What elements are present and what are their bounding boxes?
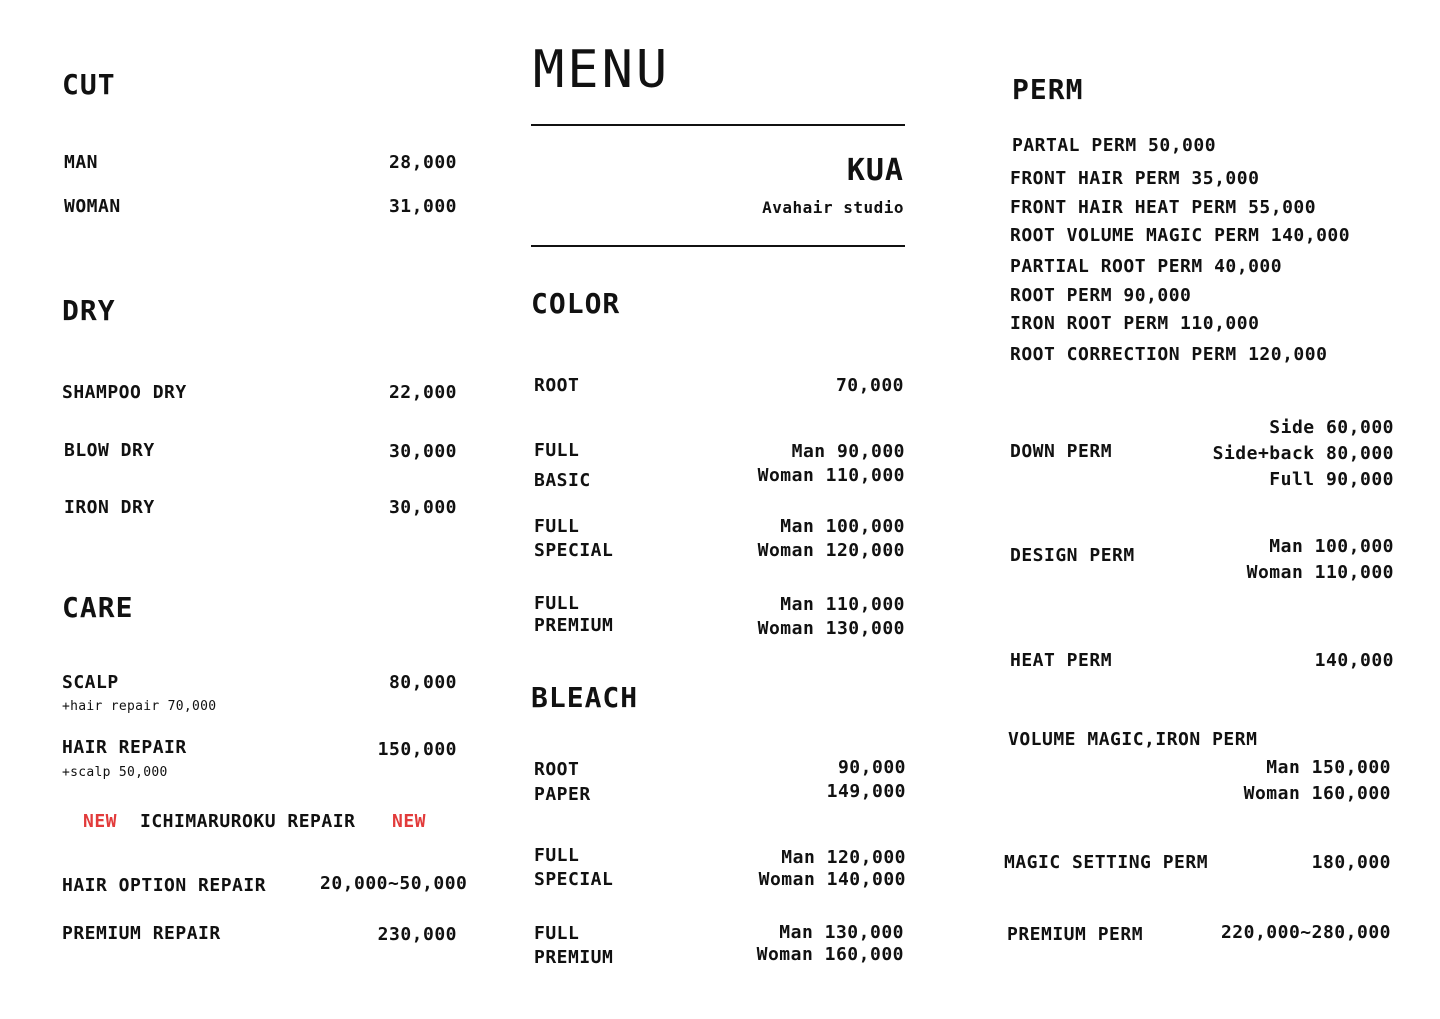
color-full-special-price: Man 100,000 Woman 120,000 xyxy=(757,516,905,561)
premium-perm-price: 220,000~280,000 xyxy=(1220,922,1391,943)
bleach-full-special-label: FULL SPECIAL xyxy=(534,845,614,890)
bleach-heading: BLEACH xyxy=(531,681,639,714)
color-full-premium-label: FULL PREMIUM xyxy=(534,593,614,636)
shampoo-dry-label: SHAMPOO DRY xyxy=(62,382,187,403)
new-badge-right: NEW xyxy=(392,811,427,832)
cut-woman-price: 31,000 xyxy=(388,196,457,217)
bleach-full-premium-price: Man 130,000 Woman 160,000 xyxy=(756,922,904,965)
design-perm-label: DESIGN PERM xyxy=(1010,545,1135,566)
perm-list-item: PARTIAL ROOT PERM 40,000 xyxy=(1010,256,1283,277)
color-full-premium-price: Man 110,000 Woman 130,000 xyxy=(757,594,905,639)
scalp-price: 80,000 xyxy=(388,672,457,693)
cut-man-price: 28,000 xyxy=(388,152,457,173)
heat-perm-label: HEAT PERM xyxy=(1010,650,1113,671)
iron-dry-label: IRON DRY xyxy=(64,497,155,518)
bleach-root-paper-label: ROOT PAPER xyxy=(534,759,591,805)
hair-option-repair-price: 20,000~50,000 xyxy=(320,873,468,894)
magic-setting-perm-label: MAGIC SETTING PERM xyxy=(1004,852,1209,873)
down-perm-label: DOWN PERM xyxy=(1010,441,1113,462)
cut-man-label: MAN xyxy=(64,152,99,173)
perm-list-item: FRONT HAIR PERM 35,000 xyxy=(1010,168,1260,189)
bleach-full-special-price: Man 120,000 Woman 140,000 xyxy=(758,847,906,890)
new-badge-left: NEW xyxy=(83,811,118,832)
scalp-note: +hair repair 70,000 xyxy=(62,699,217,714)
color-heading: COLOR xyxy=(531,287,621,320)
color-full-basic-price: Man 90,000 Woman 110,000 xyxy=(757,441,905,486)
header-top-rule xyxy=(531,124,905,126)
blow-dry-price: 30,000 xyxy=(388,441,457,462)
color-root-price: 70,000 xyxy=(835,375,904,396)
perm-heading: PERM xyxy=(1012,73,1084,106)
dry-heading: DRY xyxy=(62,294,116,327)
magic-setting-perm-price: 180,000 xyxy=(1311,852,1391,873)
shampoo-dry-price: 22,000 xyxy=(388,382,457,403)
hair-repair-label: HAIR REPAIR xyxy=(62,737,187,758)
color-full-special-label: FULL SPECIAL xyxy=(534,516,614,561)
perm-list-item: ROOT CORRECTION PERM 120,000 xyxy=(1010,344,1328,365)
volume-magic-iron-perm-label: VOLUME MAGIC,IRON PERM xyxy=(1008,729,1258,750)
perm-list-item: PARTAL PERM 50,000 xyxy=(1012,135,1217,156)
volume-magic-iron-perm-prices: Man 150,000 Woman 160,000 xyxy=(1243,757,1391,804)
header-bottom-rule xyxy=(531,245,905,247)
bleach-root-paper-price: 90,000 149,000 xyxy=(826,757,906,802)
scalp-label: SCALP xyxy=(62,672,119,693)
studio-name: Avahair studio xyxy=(762,198,904,217)
perm-list-item: IRON ROOT PERM 110,000 xyxy=(1010,313,1260,334)
down-perm-prices: Side 60,000 Side+back 80,000 Full 90,000 xyxy=(1212,417,1394,490)
hair-repair-note: +scalp 50,000 xyxy=(62,765,168,780)
cut-heading: CUT xyxy=(62,68,116,101)
premium-repair-price: 230,000 xyxy=(377,924,457,945)
blow-dry-label: BLOW DRY xyxy=(64,440,155,461)
ichimaruroku-repair-label: ICHIMARUROKU REPAIR xyxy=(140,811,356,832)
hair-option-repair-label: HAIR OPTION REPAIR xyxy=(62,875,267,896)
premium-repair-label: PREMIUM REPAIR xyxy=(62,923,221,944)
menu-title: MENU xyxy=(533,40,671,100)
color-root-label: ROOT xyxy=(534,375,580,396)
brand-name: KUA xyxy=(846,153,904,188)
perm-list-item: ROOT VOLUME MAGIC PERM 140,000 xyxy=(1010,225,1351,246)
premium-perm-label: PREMIUM PERM xyxy=(1007,924,1144,945)
care-heading: CARE xyxy=(62,591,134,624)
perm-list-item: ROOT PERM 90,000 xyxy=(1010,285,1192,306)
hair-repair-price: 150,000 xyxy=(377,739,457,760)
heat-perm-price: 140,000 xyxy=(1314,650,1394,671)
cut-woman-label: WOMAN xyxy=(64,196,121,217)
design-perm-prices: Man 100,000 Woman 110,000 xyxy=(1246,536,1394,583)
bleach-full-premium-label: FULL PREMIUM xyxy=(534,923,614,968)
perm-list-item: FRONT HAIR HEAT PERM 55,000 xyxy=(1010,197,1317,218)
color-full-basic-label: FULL BASIC xyxy=(534,440,591,491)
iron-dry-price: 30,000 xyxy=(388,497,457,518)
